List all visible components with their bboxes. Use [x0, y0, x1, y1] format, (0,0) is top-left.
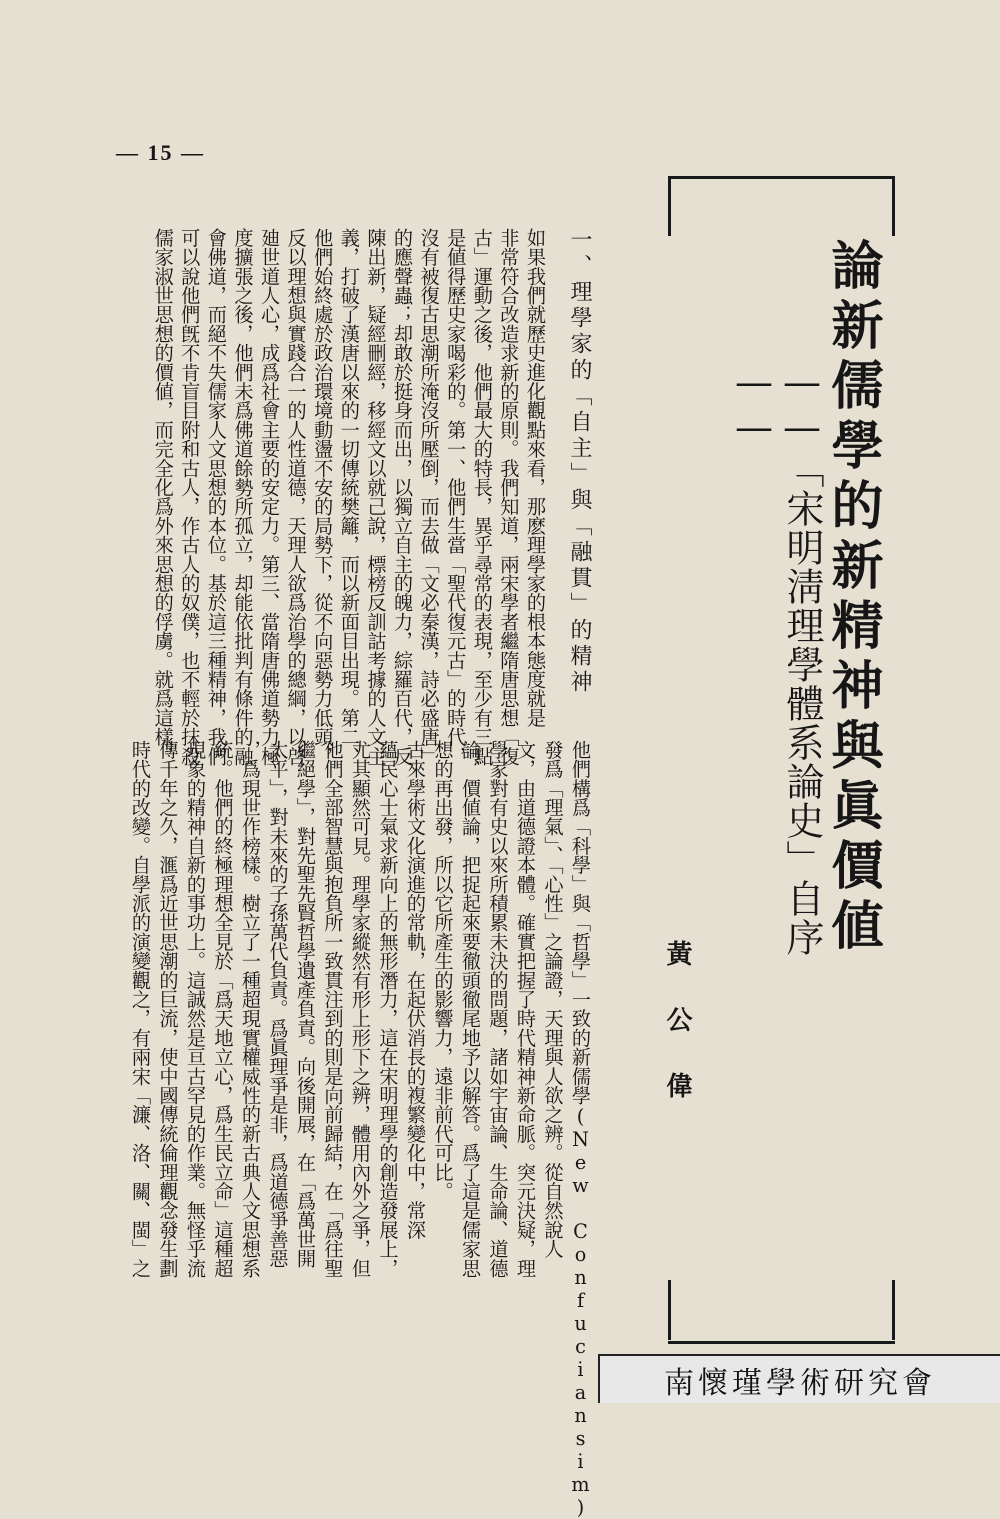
text-column: 反以理想與實踐合一的人性道德，天理人欲爲治學的總綱，以啓	[284, 228, 308, 766]
text-column: 太平」，對未來的子孫萬代負責。爲眞理爭是非，爲道德爭善惡	[266, 740, 290, 1268]
article-title: 論新儒學的新精神與眞價値	[822, 238, 883, 958]
text-column: 如果我們就歷史進化觀點來看，那麽理學家的根本態度就是	[524, 228, 547, 728]
text-column: 的應聲蟲；却敢於挺身而出，以獨立自主的魄力，綜羅百代，反	[391, 228, 415, 766]
text-column: 尤其顯然可見。理學家縱然有形上形下之辨，體用內外之爭，但	[349, 740, 372, 1278]
text-column: 度擴張之後，他們未爲佛道餘勢所孤立，却能依批判有條件的融	[231, 228, 255, 766]
text-column: 沒有被復古思潮所淹沒所壓倒，而去做「文必秦漢，詩必盛唐」	[417, 228, 441, 766]
text-column: 蘊民心士氣求新向上的無形潛力，這在宋明理學的創造發展上，	[376, 740, 400, 1278]
watermark-banner: 南懷瑾學術研究會	[598, 1354, 1000, 1403]
text-column: 統。他們的終極理想全見於「爲天地立心，爲生民立命」這種超	[211, 740, 235, 1278]
text-column: 他們構爲「科學」與「哲學」一致的新儒學(New Confuciansim)	[569, 740, 592, 1519]
text-column: 會佛道，而絕不失儒家人文思想的本位。基於這三種精神，我們	[204, 228, 228, 766]
text-column: 是値得歷史家喝彩的。第一、他們生當「聖代復元古」的時代，	[444, 228, 468, 766]
text-column: 廸世道人心，成爲社會主要的安定力。第三、當隋唐佛道勢力極	[258, 228, 282, 766]
text-column: 想的再出發，所以它所產生的影響力，遠非前代可比。	[431, 740, 455, 1201]
section-heading: 一、理學家的「自主」與「融貫」的精神	[567, 228, 592, 696]
text-column: ，爲現世作榜樣。樹立了一種超現實權威性的新古典人文思想系	[239, 740, 262, 1278]
body-lower	[108, 740, 594, 1519]
text-column: 義，打破了漢唐以來的一切傳統樊籬，而以新面目出現。第二、	[337, 228, 361, 766]
text-column: 儒家淑世思想的價値，而完全化爲外來思想的俘虜。就爲這樣，	[151, 228, 175, 766]
author-name: 黃公偉	[662, 940, 692, 1138]
text-column: 文，由道德證本體。確實把握了時代精神新命脈。突元決疑，理	[514, 740, 537, 1278]
text-column: 論、價値論，把捉起來要徹頭徹尾地予以解答。爲了這是儒家思	[459, 740, 482, 1278]
text-column: 學家對有史以來所積累未決的問題，諸如宇宙論、生命論、道德	[486, 740, 510, 1278]
text-column: 時代的改變。自學派的演變觀之，有兩宋「濂、洛、關、閩」之	[129, 740, 152, 1278]
text-column: 現象的精神自新的事功上。這誠然是亘古罕見的作業。無怪乎流	[184, 740, 207, 1278]
text-column: 傳千年之久，滙爲近世思潮的巨流，使中國傳統倫理觀念發生劃	[156, 740, 180, 1278]
text-column: 可以說他們旣不肯盲目附和古人，作古人的奴僕，也不輕於抹殺	[178, 228, 202, 766]
text-column: 陳出新，疑經刪經，移經文以就己說，標榜反訓詁考據的人文主	[364, 228, 388, 766]
text-column: 他們始終處於政治環境動盪不安的局勢下，從不向惡勢力低頭，	[311, 228, 335, 766]
text-column: 非常符合改造求新的原則。我們知道，兩宋學者繼隋唐思想「復	[497, 228, 521, 766]
text-column: 古」運動之後，他們最大的特長，異乎尋常的表現，至少有三點	[470, 228, 494, 766]
page-number: — 15 —	[116, 140, 205, 165]
text-column: 古來學術文化演進的常軌，在起伏消長的複繁變化中，常深	[404, 740, 427, 1240]
text-column: 發爲「理氣」、「心性」之論證，天理與人欲之辨。從自然說人	[541, 740, 565, 1259]
body-upper	[108, 228, 548, 766]
article-subtitle: ——「宋明淸理學體系論史」自序——	[732, 360, 824, 957]
text-column: 繼絕學」，對先聖先賢哲學遺產負責。向後開展，在「爲萬世開	[294, 740, 317, 1268]
text-column: 他們全部智慧與抱負所一致貫注到的則是向前歸結，在「爲往聖	[321, 740, 345, 1278]
